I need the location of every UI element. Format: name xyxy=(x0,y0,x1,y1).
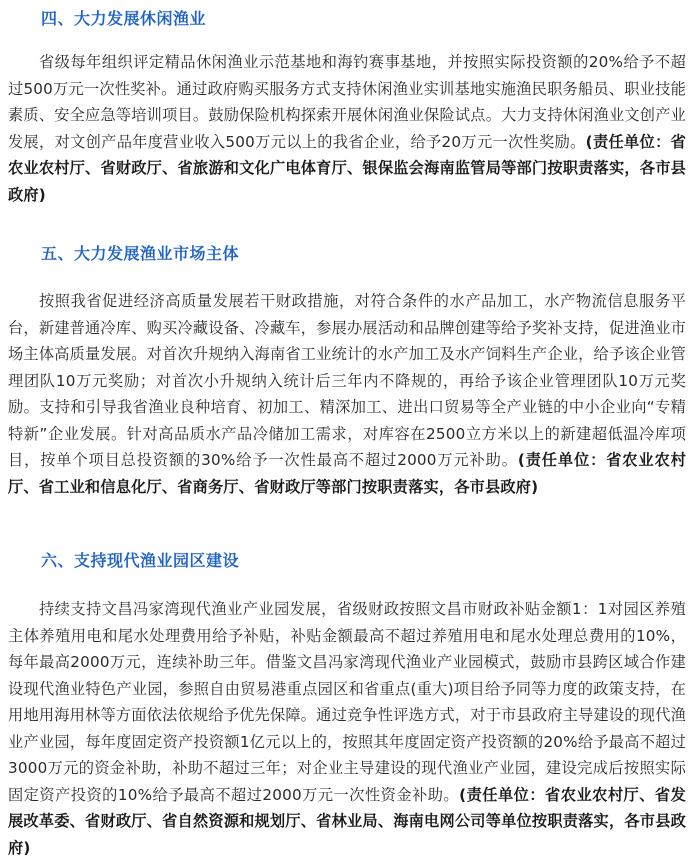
responsibility-note: (责任单位：省农业农村厅、省工业和信息化厅、省商务厅、省财政厅等部门按职责落实，各市县政府) xyxy=(8,451,686,496)
section-heading: 五、大力发展渔业市场主体 xyxy=(41,244,240,263)
section-heading: 六、支持现代渔业园区建设 xyxy=(41,551,240,570)
paragraph-body: 省级每年组织评定精品休闲渔业示范基地和海钓赛事基地，并按照实际投资额的20%给予不超过500万元一次性奖补。通过政府购买服务方式支持休闲渔业实训基地实施渔民职务船员、职业技能素质、安全应急等培训项目。鼓励保险机构探索开展休闲渔业保险试点。大力支持休闲渔业文创产业发展，对文创产品年度营业收入500万元以上的我省企业，给予20万元一次性奖励。 xyxy=(8,53,686,151)
paragraph-body: 持续支持文昌冯家湾现代渔业产业园发展，省级财政按照文昌市财政补贴金额1：1对园区养殖主体养殖用电和尾水处理费用给予补贴，补贴金额最高不超过养殖用电和尾水处理总费用的10%，每年最高2000万元，连续补助三年。借鉴文昌冯家湾现代渔业产业园模式，鼓励市县跨区域合作建设现代渔业特色产业园，参照自由贸易港重点园区和省重点(重大)项目给予同等力度的政策支持，在用地用海用林等方面依法依规给予优先保障。通过竞争性评选方式，对于市县政府主导建设的现代渔业产业园，每年度固定资产投资额1亿元以上的，按照其年度固定资产投资额的20%给予最高不超过3000万元的资金补助，补助不超过三年；对企业主导建设的现代渔业产业园，建设完成后按照实际固定资产投资的10%给予最高不超过2000万元一次性资金补助。 xyxy=(8,600,686,804)
responsibility-note: (责任单位：省农业农村厅、省财政厅、省旅游和文化广电体育厅、银保监会海南监管局等部门按职责落实，各市县政府) xyxy=(8,132,686,204)
section-paragraph xyxy=(8,288,686,500)
section-paragraph xyxy=(8,49,686,208)
section-paragraph xyxy=(8,596,686,861)
section-heading: 四、大力发展休闲渔业 xyxy=(41,9,207,28)
paragraph-body: 按照我省促进经济高质量发展若干财政措施，对符合条件的水产品加工，水产物流信息服务平台，新建普通冷库、购买冷藏设备、冷藏车，参展办展活动和品牌创建等给予奖补支持，促进渔业市场主体高质量发展。对首次升规纳入海南省工业统计的水产加工及水产饲料生产企业，给予该企业管理团队10万元奖励；对首次小升规纳入统计后三年内不降规的，再给予该企业管理团队10万元奖励。支持和引导我省渔业良种培育、初加工、精深加工、进出口贸易等全产业链的中小企业向“专精特新”企业发展。针对高品质水产品冷储加工需求，对库容在2500立方米以上的新建超低温冷库项目，按单个项目总投资额的30%给予一次性最高不超过2000万元补助。 xyxy=(8,292,686,469)
responsibility-note: (责任单位：省农业农村厅、省发展改革委、省财政厅、省自然资源和规划厅、省林业局、海南电网公司等单位按职责落实，各市县政府) xyxy=(8,785,687,857)
